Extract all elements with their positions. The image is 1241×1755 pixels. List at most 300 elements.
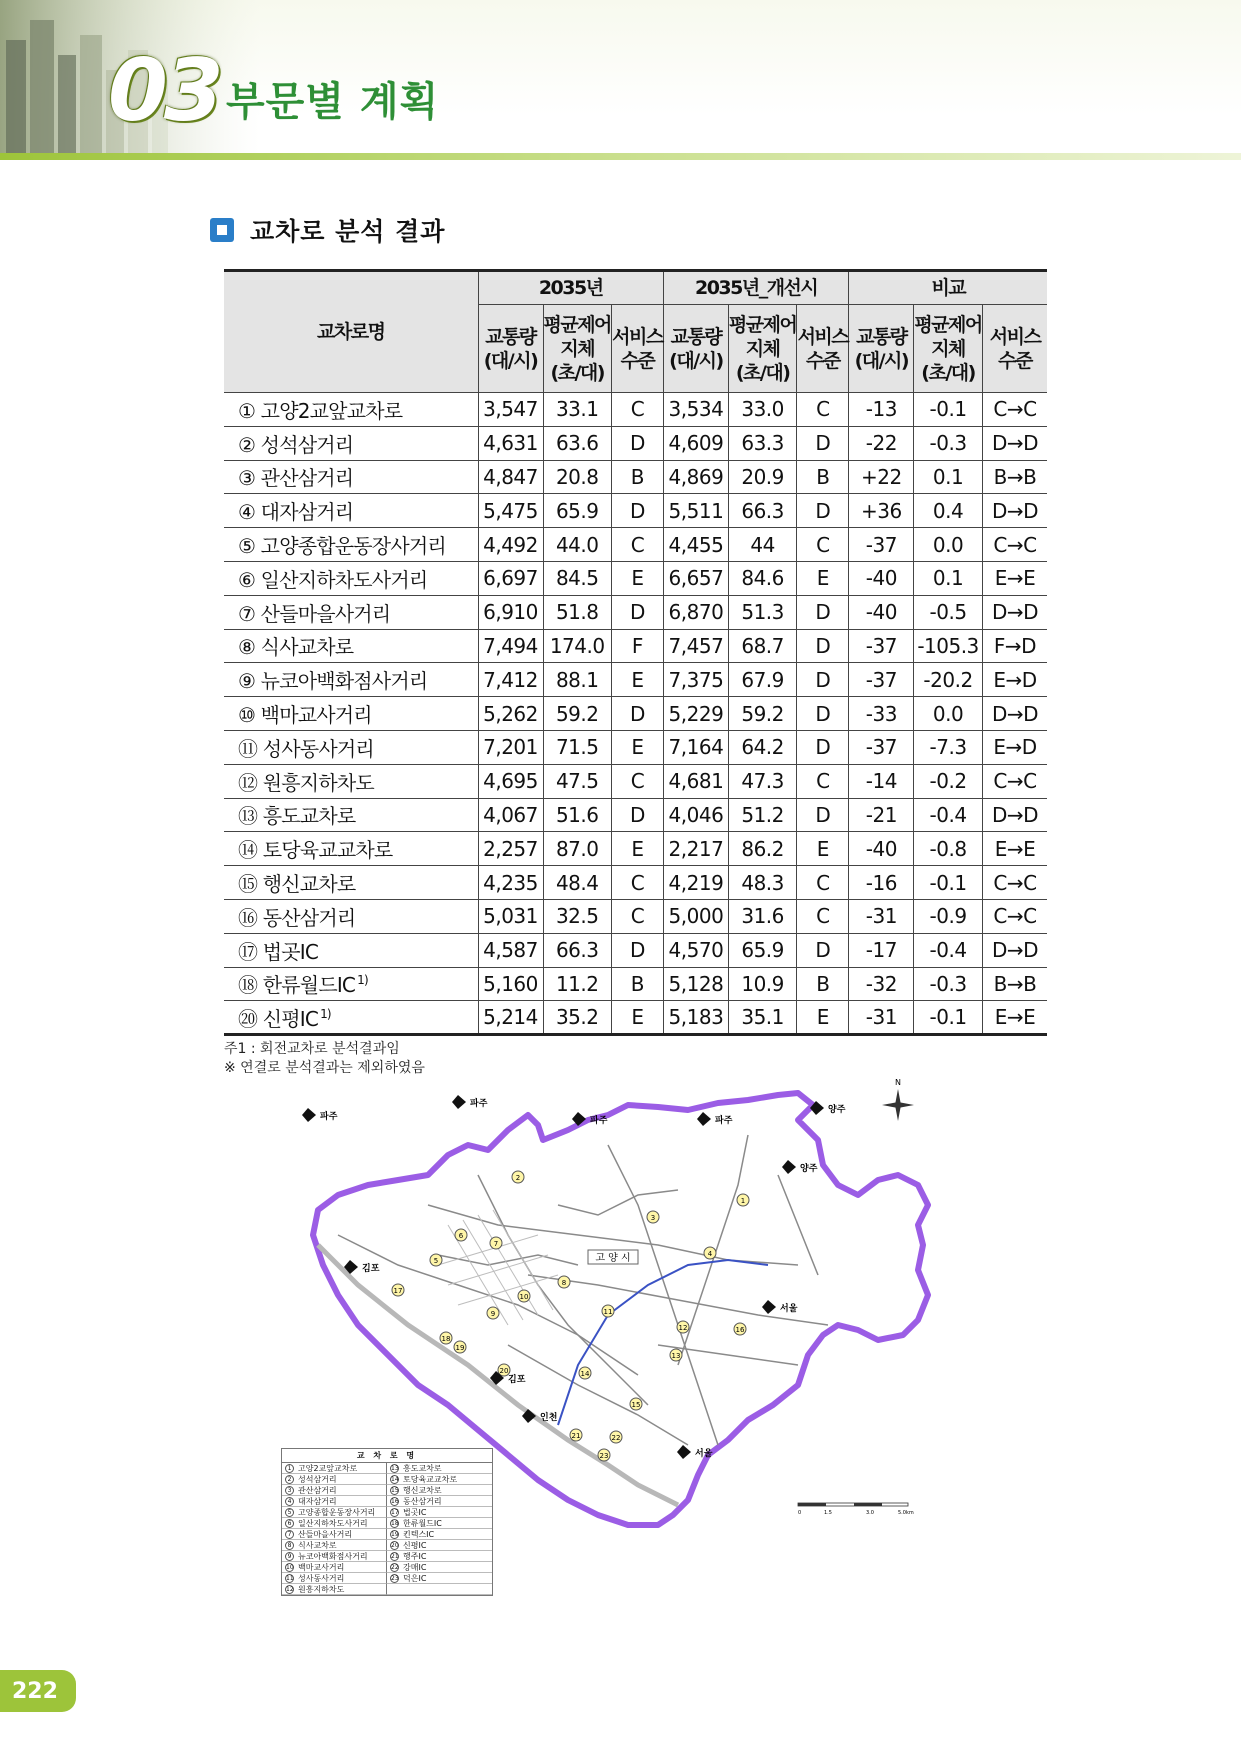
direction-arrow-icon	[782, 1160, 796, 1174]
table-row	[224, 697, 1047, 731]
marker-number: 10	[519, 1293, 529, 1301]
legend-number: 3	[285, 1486, 294, 1495]
legend-item	[387, 1573, 492, 1584]
intersection-marker	[392, 1284, 404, 1296]
intersection-name: ⑪ 성사동사거리	[238, 736, 374, 761]
delay-2035-cell: 87.0	[543, 832, 611, 866]
los-2035-cell: C	[611, 899, 663, 933]
place-marker	[762, 1300, 798, 1314]
volume-2035-cell: 5,475	[478, 494, 543, 528]
marker-number: 22	[611, 1434, 621, 1442]
marker-number: 23	[599, 1452, 609, 1460]
table-row	[224, 933, 1047, 967]
legend-item	[387, 1507, 492, 1518]
marker-number: 16	[735, 1326, 745, 1334]
place-label: 양주	[800, 1164, 818, 1174]
marker-number: 8	[561, 1279, 567, 1287]
north-arrow-icon	[882, 1078, 914, 1121]
header-group-2035: 2035년	[478, 271, 663, 305]
section-title: 교차로 분석 결과	[250, 217, 446, 246]
subheader-line: 수준	[998, 349, 1032, 372]
intersection-name-cell	[224, 933, 478, 967]
legend-label: 강매IC	[403, 1563, 427, 1572]
legend-title: 교 차 로 명	[282, 1449, 492, 1463]
marker-number: 15	[631, 1401, 641, 1409]
intersection-name-cell	[224, 561, 478, 595]
volume-diff-cell: -37	[849, 663, 914, 697]
los-2035-cell: E	[611, 1001, 663, 1035]
marker-number: 19	[455, 1344, 465, 1352]
legend-number: 2	[285, 1475, 294, 1484]
header-group-comparison: 비교	[849, 271, 1047, 305]
los-change-cell: D→D	[982, 595, 1047, 629]
direction-arrow-icon	[302, 1108, 316, 1122]
subheader-line: 지체	[560, 337, 595, 360]
marker-number: 14	[580, 1370, 590, 1378]
delay-diff-cell: -0.3	[914, 426, 982, 460]
volume-diff-cell: -22	[849, 426, 914, 460]
subheader-delay	[914, 305, 982, 393]
intersection-marker	[512, 1171, 524, 1183]
legend-number: 1	[285, 1464, 294, 1473]
intersection-marker	[579, 1367, 591, 1379]
legend-number: 16	[391, 1498, 399, 1505]
volume-2035-cell: 4,587	[478, 933, 543, 967]
delay-improved-cell: 59.2	[728, 697, 796, 731]
los-2035-cell: C	[611, 393, 663, 427]
los-change-cell: F→D	[982, 629, 1047, 663]
volume-2035-cell: 4,492	[478, 528, 543, 562]
subheader-line: 교통량	[856, 325, 907, 348]
intersection-marker	[737, 1194, 749, 1206]
legend-item	[387, 1474, 492, 1485]
table-row	[224, 426, 1047, 460]
table-row	[224, 967, 1047, 1001]
legend-item	[282, 1463, 387, 1474]
legend-label: 한류월드IC	[403, 1519, 442, 1528]
legend-label: 토당육교교차로	[403, 1475, 458, 1484]
legend-label: 백마교사거리	[298, 1563, 345, 1572]
legend-item	[282, 1573, 387, 1584]
legend-label: 성사동사거리	[298, 1574, 345, 1583]
intersection-marker	[598, 1449, 610, 1461]
intersection-name: ⑧ 식사교차로	[238, 635, 354, 660]
los-2035-cell: D	[611, 697, 663, 731]
legend-label: 고양종합운동장사거리	[298, 1508, 376, 1517]
road-network	[338, 1135, 828, 1445]
table-row	[224, 764, 1047, 798]
marker-number: 1	[740, 1197, 746, 1205]
delay-2035-cell: 11.2	[543, 967, 611, 1001]
los-change-cell: D→D	[982, 426, 1047, 460]
legend-label: 동산삼거리	[403, 1497, 442, 1506]
intersection-name-cell	[224, 663, 478, 697]
subheader-delay	[543, 305, 611, 393]
intersection-name-cell	[224, 528, 478, 562]
volume-improved-cell: 7,164	[663, 730, 728, 764]
marker-number: 9	[490, 1310, 496, 1318]
delay-2035-cell: 48.4	[543, 866, 611, 900]
delay-diff-cell: -7.3	[914, 730, 982, 764]
subheader-line: 평균제어	[914, 313, 982, 336]
volume-2035-cell: 4,631	[478, 426, 543, 460]
table-row	[224, 393, 1047, 427]
legend-label: 산들마을사거리	[298, 1530, 353, 1539]
note-2: ※ 연결로 분석결과는 제외하였음	[224, 1060, 425, 1076]
direction-arrow-icon	[762, 1300, 776, 1314]
subheader-volume	[849, 305, 914, 393]
place-marker	[344, 1260, 380, 1274]
legend-item	[282, 1474, 387, 1485]
table-notes	[224, 1040, 425, 1078]
volume-2035-cell: 6,697	[478, 561, 543, 595]
place-marker	[782, 1160, 818, 1174]
los-improved-cell: D	[797, 933, 849, 967]
volume-2035-cell: 4,067	[478, 798, 543, 832]
los-2035-cell: D	[611, 933, 663, 967]
legend-item	[387, 1529, 492, 1540]
delay-diff-cell: 0.1	[914, 561, 982, 595]
direction-arrow-icon	[452, 1095, 466, 1109]
delay-2035-cell: 63.6	[543, 426, 611, 460]
los-change-cell: E→D	[982, 663, 1047, 697]
page-number: 222	[12, 1679, 58, 1704]
volume-diff-cell: -37	[849, 730, 914, 764]
intersection-marker	[677, 1321, 689, 1333]
los-2035-cell: B	[611, 967, 663, 1001]
los-improved-cell: C	[797, 866, 849, 900]
legend-number: 5	[285, 1508, 294, 1517]
note-1: 주1 : 회전교차로 분석결과임	[224, 1041, 400, 1057]
legend-item	[282, 1507, 387, 1518]
legend-label: 신평IC	[403, 1541, 427, 1550]
los-2035-cell: D	[611, 494, 663, 528]
subheader-line: 교통량	[485, 325, 536, 348]
los-2035-cell: E	[611, 663, 663, 697]
volume-improved-cell: 4,219	[663, 866, 728, 900]
los-improved-cell: D	[797, 730, 849, 764]
delay-diff-cell: -0.2	[914, 764, 982, 798]
subheader-line: (초/대)	[921, 361, 975, 384]
table-row	[224, 899, 1047, 933]
footnote-marker: 1)	[357, 973, 368, 988]
volume-improved-cell: 5,511	[663, 494, 728, 528]
marker-number: 6	[458, 1232, 464, 1240]
los-improved-cell: D	[797, 663, 849, 697]
subheader-line: (대/시)	[669, 349, 723, 372]
volume-2035-cell: 7,201	[478, 730, 543, 764]
volume-diff-cell: -40	[849, 595, 914, 629]
delay-improved-cell: 48.3	[728, 866, 796, 900]
marker-number: 21	[571, 1432, 581, 1440]
delay-improved-cell: 67.9	[728, 663, 796, 697]
legend-label: 행주IC	[403, 1552, 427, 1561]
legend-item	[387, 1485, 492, 1496]
intersection-name-cell	[224, 1001, 478, 1035]
direction-arrow-icon	[677, 1445, 691, 1459]
los-change-cell: E→E	[982, 1001, 1047, 1035]
volume-improved-cell: 4,681	[663, 764, 728, 798]
legend-item	[282, 1518, 387, 1529]
subheader-line: (대/시)	[483, 349, 538, 372]
table-row	[224, 561, 1047, 595]
legend-number: 15	[391, 1487, 399, 1494]
delay-2035-cell: 51.8	[543, 595, 611, 629]
delay-2035-cell: 47.5	[543, 764, 611, 798]
intersection-name: ② 성석삼거리	[238, 432, 354, 457]
place-label: 인천	[540, 1413, 558, 1423]
intersection-marker	[602, 1305, 614, 1317]
delay-2035-cell: 71.5	[543, 730, 611, 764]
delay-improved-cell: 68.7	[728, 629, 796, 663]
legend-label: 대자삼거리	[298, 1497, 337, 1506]
intersection-name: ⑯ 동산삼거리	[238, 905, 356, 930]
legend-number: 23	[391, 1575, 399, 1582]
volume-diff-cell: -31	[849, 1001, 914, 1035]
legend-number: 9	[285, 1552, 294, 1561]
place-marker	[697, 1112, 733, 1126]
legend-number: 20	[391, 1542, 399, 1549]
los-change-cell: E→E	[982, 561, 1047, 595]
delay-diff-cell: 0.0	[914, 528, 982, 562]
delay-diff-cell: -105.3	[914, 629, 982, 663]
table-row	[224, 1001, 1047, 1035]
los-improved-cell: D	[797, 629, 849, 663]
subheader-line: 수준	[620, 349, 655, 372]
scale-label-2: 3.0	[866, 1510, 874, 1516]
los-improved-cell: C	[797, 764, 849, 798]
delay-improved-cell: 20.9	[728, 460, 796, 494]
volume-improved-cell: 7,375	[663, 663, 728, 697]
marker-number: 2	[515, 1174, 521, 1182]
table-row	[224, 866, 1047, 900]
legend-label: 법곳IC	[403, 1508, 427, 1517]
footnote-marker: 1)	[320, 1006, 331, 1021]
intersection-name-cell	[224, 629, 478, 663]
intersection-marker	[455, 1229, 467, 1241]
legend-item	[387, 1584, 492, 1595]
los-change-cell: C→C	[982, 528, 1047, 562]
volume-diff-cell: -14	[849, 764, 914, 798]
los-2035-cell: E	[611, 730, 663, 764]
delay-improved-cell: 10.9	[728, 967, 796, 1001]
place-label: 김포	[362, 1264, 380, 1274]
delay-improved-cell: 44	[728, 528, 796, 562]
subheader-line: 평균제어	[543, 313, 611, 336]
scale-label-1: 1.5	[824, 1510, 832, 1516]
intersection-name-cell	[224, 967, 478, 1001]
los-2035-cell: B	[611, 460, 663, 494]
subheader-volume	[663, 305, 728, 393]
section-heading	[210, 212, 445, 248]
subheader-delay	[728, 305, 796, 393]
legend-label: 식사교차로	[298, 1541, 337, 1550]
legend-label: 일산지하차도사거리	[298, 1519, 368, 1528]
subheader-line: 서비스	[989, 325, 1041, 348]
los-improved-cell: D	[797, 595, 849, 629]
delay-improved-cell: 47.3	[728, 764, 796, 798]
volume-diff-cell: -13	[849, 393, 914, 427]
volume-improved-cell: 4,046	[663, 798, 728, 832]
los-change-cell: D→D	[982, 933, 1047, 967]
legend-item	[387, 1562, 492, 1573]
legend-label: 행신교차로	[403, 1486, 442, 1495]
intersection-name: ⑮ 행신교차로	[238, 872, 356, 897]
subheader-los	[982, 305, 1047, 393]
volume-improved-cell: 4,455	[663, 528, 728, 562]
intersection-analysis-table	[224, 269, 1047, 1036]
legend-number: 4	[285, 1497, 294, 1506]
intersection-marker	[734, 1323, 746, 1335]
scale-label-3: 5.0km	[898, 1510, 914, 1516]
volume-2035-cell: 7,494	[478, 629, 543, 663]
intersection-name-cell	[224, 595, 478, 629]
los-change-cell: C→C	[982, 866, 1047, 900]
delay-diff-cell: -0.1	[914, 1001, 982, 1035]
los-2035-cell: E	[611, 561, 663, 595]
intersection-name: ① 고양2교앞교차로	[238, 398, 403, 423]
los-change-cell: E→E	[982, 832, 1047, 866]
volume-2035-cell: 4,847	[478, 460, 543, 494]
intersection-marker	[610, 1431, 622, 1443]
volume-diff-cell: -31	[849, 899, 914, 933]
los-improved-cell: E	[797, 1001, 849, 1035]
marker-number: 5	[433, 1257, 439, 1265]
subheader-los	[797, 305, 849, 393]
intersection-marker	[558, 1276, 570, 1288]
marker-number: 12	[678, 1324, 688, 1332]
intersection-marker	[430, 1254, 442, 1266]
legend-number: 10	[286, 1564, 294, 1571]
delay-improved-cell: 63.3	[728, 426, 796, 460]
los-2035-cell: D	[611, 426, 663, 460]
legend-number: 7	[285, 1530, 294, 1539]
los-2035-cell: E	[611, 832, 663, 866]
marker-number: 13	[671, 1352, 681, 1360]
los-change-cell: B→B	[982, 967, 1047, 1001]
volume-improved-cell: 4,609	[663, 426, 728, 460]
place-label: 파주	[320, 1112, 338, 1122]
legend-number: 18	[391, 1520, 399, 1527]
los-change-cell: D→D	[982, 494, 1047, 528]
volume-diff-cell: -32	[849, 967, 914, 1001]
delay-improved-cell: 64.2	[728, 730, 796, 764]
volume-improved-cell: 2,217	[663, 832, 728, 866]
header-divider	[0, 153, 1241, 160]
table-row	[224, 494, 1047, 528]
intersection-name: ⑫ 원흥지하차도	[238, 770, 374, 795]
los-improved-cell: B	[797, 460, 849, 494]
intersection-name: ④ 대자삼거리	[238, 500, 354, 525]
table-row	[224, 730, 1047, 764]
delay-improved-cell: 66.3	[728, 494, 796, 528]
intersection-marker	[490, 1237, 502, 1249]
legend-number: 17	[391, 1509, 399, 1516]
delay-2035-cell: 35.2	[543, 1001, 611, 1035]
place-label: 파주	[715, 1116, 733, 1126]
intersection-name: ⑭ 토당육교교차로	[238, 838, 393, 863]
volume-diff-cell: -37	[849, 629, 914, 663]
intersection-marker	[440, 1332, 452, 1344]
los-2035-cell: F	[611, 629, 663, 663]
volume-2035-cell: 6,910	[478, 595, 543, 629]
los-change-cell: C→C	[982, 764, 1047, 798]
direction-arrow-icon	[697, 1112, 711, 1126]
scale-bar	[798, 1503, 914, 1516]
delay-2035-cell: 65.9	[543, 494, 611, 528]
intersection-marker	[518, 1290, 530, 1302]
volume-improved-cell: 6,657	[663, 561, 728, 595]
los-2035-cell: C	[611, 764, 663, 798]
delay-diff-cell: 0.0	[914, 697, 982, 731]
los-improved-cell: D	[797, 697, 849, 731]
legend-item	[282, 1496, 387, 1507]
intersection-marker	[570, 1429, 582, 1441]
delay-diff-cell: -0.5	[914, 595, 982, 629]
legend-number: 19	[391, 1531, 399, 1538]
intersection-name: ③ 관산삼거리	[238, 466, 354, 491]
legend-number: 13	[391, 1465, 399, 1472]
place-label: 파주	[590, 1116, 608, 1126]
los-change-cell: C→C	[982, 393, 1047, 427]
subheader-line: 교통량	[670, 325, 722, 348]
table-row	[224, 528, 1047, 562]
delay-2035-cell: 33.1	[543, 393, 611, 427]
volume-diff-cell: -40	[849, 561, 914, 595]
legend-number: 11	[286, 1575, 294, 1582]
los-change-cell: D→D	[982, 798, 1047, 832]
delay-2035-cell: 44.0	[543, 528, 611, 562]
place-marker	[452, 1095, 488, 1109]
volume-2035-cell: 7,412	[478, 663, 543, 697]
delay-improved-cell: 35.1	[728, 1001, 796, 1035]
volume-diff-cell: -40	[849, 832, 914, 866]
los-change-cell: D→D	[982, 697, 1047, 731]
legend-label: 덕은IC	[403, 1574, 427, 1583]
legend-item	[282, 1562, 387, 1573]
subheader-line: 서비스	[797, 325, 849, 348]
delay-2035-cell: 66.3	[543, 933, 611, 967]
los-improved-cell: C	[797, 528, 849, 562]
delay-diff-cell: -0.1	[914, 866, 982, 900]
subheader-line: 지체	[745, 337, 780, 360]
delay-diff-cell: 0.1	[914, 460, 982, 494]
legend-label: 뉴코아백화점사거리	[298, 1552, 368, 1561]
header-group-2035-improved: 2035년_개선시	[663, 271, 848, 305]
legend-item	[282, 1584, 387, 1595]
chapter-number: 03	[108, 41, 220, 141]
intersection-name: ⑰ 법곳IC	[238, 939, 319, 964]
table-row	[224, 832, 1047, 866]
intersection-name: ⑩ 백마교사거리	[238, 703, 372, 728]
subheader-los	[611, 305, 663, 393]
subheader-line: 서비스	[612, 325, 663, 348]
place-label: 김포	[508, 1375, 526, 1385]
place-marker	[677, 1445, 713, 1459]
intersection-marker	[670, 1349, 682, 1361]
place-marker	[302, 1108, 338, 1122]
volume-diff-cell: -16	[849, 866, 914, 900]
neighbor-city-labels	[302, 1095, 846, 1459]
legend-item	[387, 1463, 492, 1474]
square-bullet-icon	[210, 218, 234, 242]
legend-label: 킨텍스IC	[403, 1530, 435, 1539]
intersection-name-cell	[224, 393, 478, 427]
intersection-name-cell	[224, 730, 478, 764]
delay-improved-cell: 33.0	[728, 393, 796, 427]
volume-diff-cell: +22	[849, 460, 914, 494]
marker-number: 3	[650, 1214, 656, 1222]
